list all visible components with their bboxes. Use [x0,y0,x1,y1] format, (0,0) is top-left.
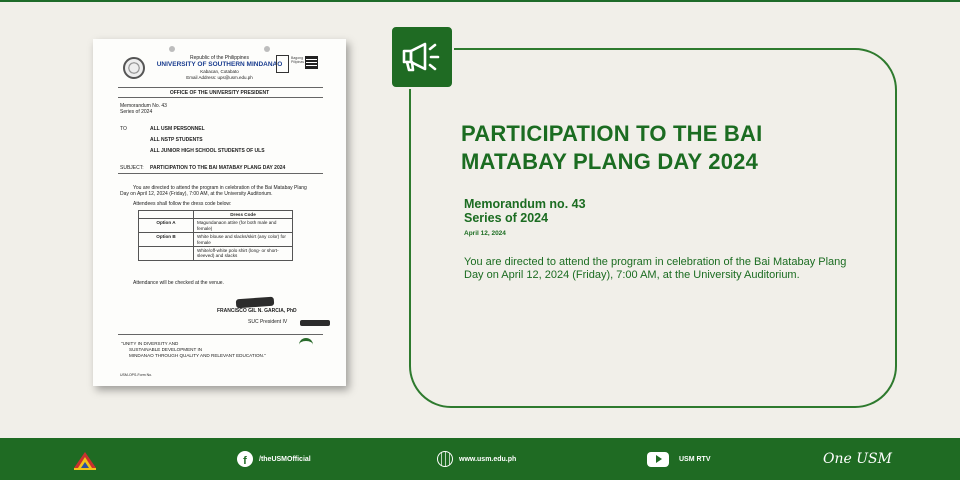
memo-number: Memorandum no. 43 [464,197,586,211]
doc-form-code: USM-OPS-Form No. [120,373,153,377]
one-usm-tagline: One USM [823,451,892,467]
dress-code-table [138,210,293,261]
table-row [139,219,293,233]
dress-text: White blouse and slacks/skirt (any color) for female [194,233,293,247]
footer-bar [0,438,960,480]
memo-series: Series of 2024 [464,211,549,225]
doc-attendance: Attendance will be checked at the venue. [133,280,224,286]
dress-text: White/off-white polo shirt (long- or short-sleeved) and slacks [194,247,293,261]
doc-university: UNIVERSITY OF SOUTHERN MINDANAO [156,61,283,68]
doc-republic: Republic of the Philippines [190,55,249,61]
doc-to-label: TO [120,126,127,132]
doc-to-line: ALL NSTP STUDENTS [150,137,203,143]
doc-to-line: ALL USM PERSONNEL [150,126,205,132]
doc-signatory-title: SUC President IV [248,319,288,325]
footer-website-link[interactable] [437,438,516,480]
megaphone-badge [390,25,454,89]
certification-logo [276,55,289,73]
doc-office: OFFICE OF THE UNIVERSITY PRESIDENT [169,90,270,96]
facebook-icon: f [237,451,253,467]
doc-motto: SUSTAINABLE DEVELOPMENT IN [129,347,203,352]
dress-text: Magundanaon attire (for both male and female) [194,219,293,233]
megaphone-icon [400,39,444,75]
dress-code-header: Dress Code [194,211,293,219]
signature-redaction [300,320,330,326]
announcement-card [409,48,897,408]
announcement-headline [461,120,861,176]
headline-line: MATABAY PLANG DAY 2024 [461,149,759,174]
doc-body: You are directed to attend the program in celebration of the Bai Matabay Plang [133,185,307,191]
footer-youtube-link[interactable] [647,438,711,480]
memo-date: April 12, 2024 [464,230,506,237]
doc-motto: "UNITY IN DIVERSITY AND [121,341,179,346]
doc-memo-no: Memorandum No. 43 [120,103,167,109]
doc-location: Kabacan, Cotabato [200,69,239,74]
dress-option [139,247,194,261]
table-row [139,247,293,261]
doc-dress-intro: Attendees shall follow the dress code below: [133,201,232,207]
doc-divider [118,97,323,98]
doc-footer-logo [299,338,313,348]
youtube-channel: USM RTV [679,455,711,463]
memo-body: You are directed to attend the program in celebration of the Bai Matabay Plang Day on April 12, 2024 (Friday), 7:00 AM, at the University Auditorium. [464,256,847,281]
usm-logo-icon [72,448,98,472]
doc-subject: PARTICIPATION TO THE BAI MATABAY PLANG DAY 2024 [150,165,286,171]
doc-email: Email Address: ups@usm.edu.ph [186,75,253,80]
doc-divider [118,334,323,335]
cert-text: Bagong Pilipinas [291,56,305,64]
doc-series: Series of 2024 [120,109,153,115]
punch-hole [169,46,175,52]
doc-body: Day on April 12, 2024 (Friday), 7:00 AM, at the University Auditorium. [120,191,273,197]
doc-subject-label: SUBJECT: [120,165,144,171]
website-url: www.usm.edu.ph [459,455,517,463]
qr-code [305,56,318,69]
doc-motto: MINDANAO THROUGH QUALITY AND RELEVANT EDUCATION." [129,353,266,358]
dress-option: Option A [139,219,194,233]
top-border [0,0,960,2]
dress-option: Option B [139,233,194,247]
facebook-handle: /theUSMOfficial [259,455,311,463]
table-cell [139,211,194,219]
punch-hole [264,46,270,52]
youtube-icon [647,452,669,467]
doc-divider [118,87,323,88]
memorandum-document [93,39,346,386]
doc-to-line: ALL JUNIOR HIGH SCHOOL STUDENTS OF ULS [150,148,265,154]
doc-divider [118,173,323,174]
footer-facebook-link[interactable] [237,438,311,480]
signature [236,297,275,309]
table-row [139,233,293,247]
globe-icon [437,451,453,467]
doc-signatory: FRANCISCO GIL N. GARCIA, PhD [217,308,297,314]
headline-line: PARTICIPATION TO THE BAI [461,121,763,146]
